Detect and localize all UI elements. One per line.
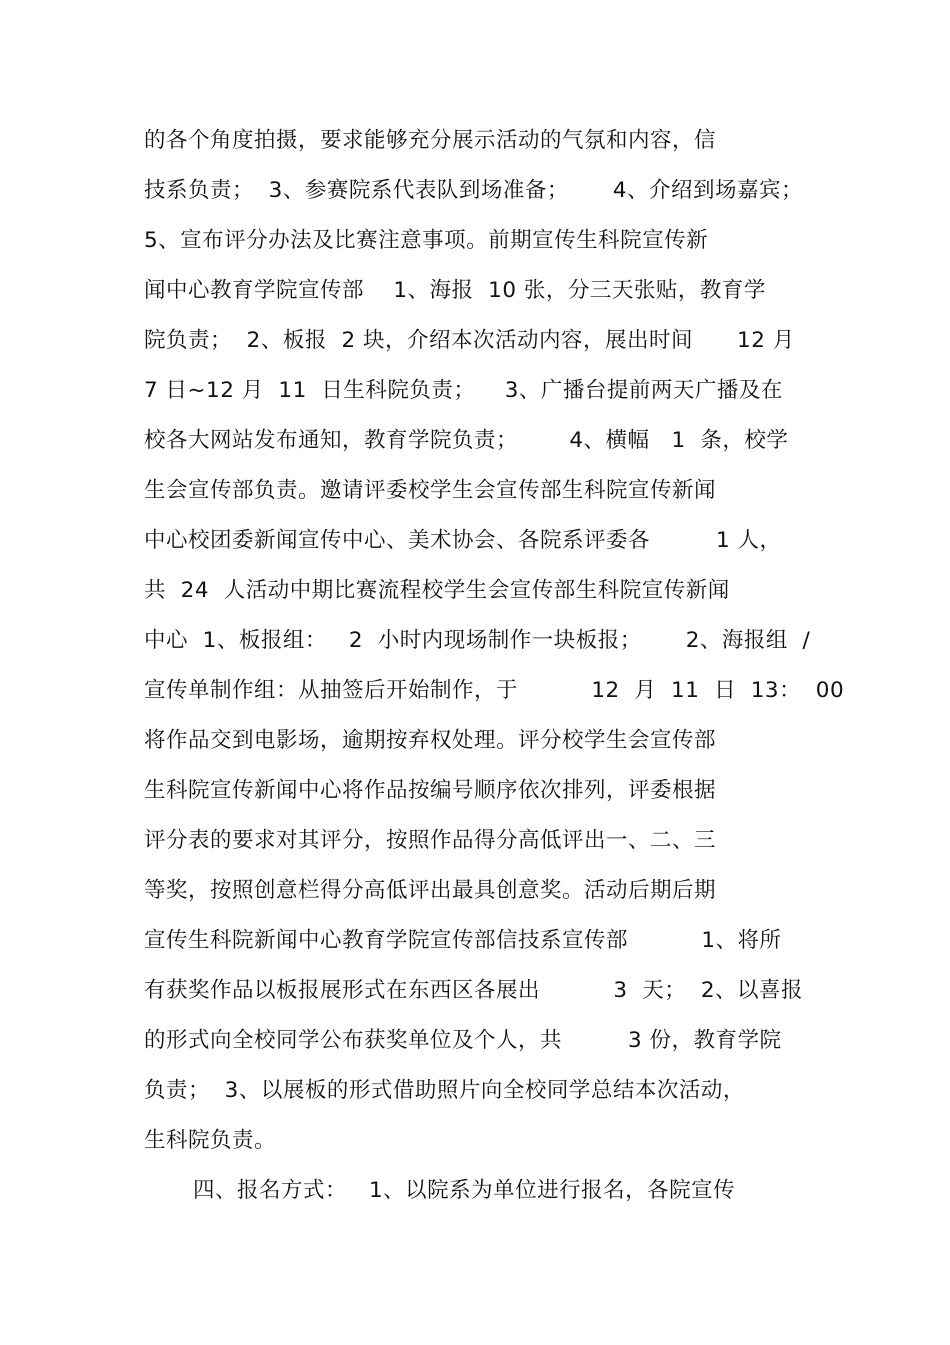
text-line: 生科院负责。 [144,1128,277,1153]
text-line: 有获奖作品以板报展形式在东西区各展出 3 天； 2、以喜报 [144,978,804,1003]
text-line: 中心校团委新闻宣传中心、美术协会、各院系评委各 1 人， [144,528,782,553]
text-line: 生科院宣传新闻中心将作品按编号顺序依次排列，评委根据 [144,778,717,803]
text-line: 校各大网站发布通知，教育学院负责； 4、横幅 1 条，校学 [144,428,789,453]
text-line: 7 日~12 月 11 日生科院负责； 3、广播台提前两天广播及在 [144,378,783,403]
text-line: 院负责； 2、板报 2 块，介绍本次活动内容，展出时间 12 月 [144,328,795,353]
text-line: 共 24 人活动中期比赛流程校学生会宣传部生科院宣传新闻 [144,578,730,603]
text-line: 5、宣布评分办法及比赛注意事项。前期宣传生科院宣传新 [144,228,709,253]
text-line: 将作品交到电影场，逾期按弃权处理。评分校学生会宣传部 [144,728,717,753]
text-line: 技系负责； 3、参赛院系代表队到场准备； 4、介绍到场嘉宾； [144,178,804,203]
text-line: 负责； 3、以展板的形式借助照片向全校同学总结本次活动， [144,1078,745,1103]
text-line: 宣传单制作组：从抽签后开始制作，于 12 月 11 日 13： 00 [144,678,845,703]
text-line: 等奖，按照创意栏得分高低评出最具创意奖。活动后期后期 [144,878,717,903]
text-line: 中心 1、板报组： 2 小时内现场制作一块板报； 2、海报组 / [144,628,811,653]
text-line: 生会宣传部负责。邀请评委校学生会宣传部生科院宣传新闻 [144,478,717,503]
section-heading-line: 四、报名方式： 1、以院系为单位进行报名，各院宣传 [193,1178,736,1203]
text-line: 宣传生科院新闻中心教育学院宣传部信技系宣传部 1、将所 [144,928,782,953]
text-line: 闻中心教育学院宣传部 1、海报 10 张，分三天张贴，教育学 [144,278,766,303]
text-line: 的形式向全校同学公布获奖单位及个人，共 3 份，教育学院 [144,1028,782,1053]
text-line: 评分表的要求对其评分，按照作品得分高低评出一、二、三 [144,828,717,853]
text-line: 的各个角度拍摄，要求能够充分展示活动的气氛和内容，信 [144,128,717,153]
